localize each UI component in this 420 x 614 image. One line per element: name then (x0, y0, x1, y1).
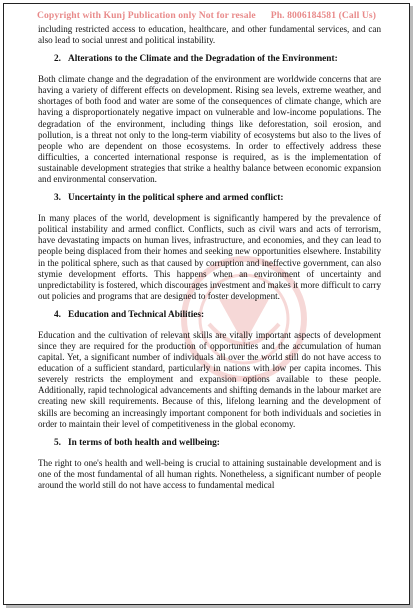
section-number: 2. (54, 54, 61, 65)
section-title: In terms of both health and wellbeing: (68, 437, 220, 448)
document-page (3, 3, 410, 605)
section-number: 4. (54, 309, 61, 320)
section-title: Uncertainty in the political sphere and armed conflict: (68, 193, 284, 204)
copyright-notice: Copyright with Kunj Publication only Not for resale (36, 10, 256, 21)
intro-paragraph: including restricted access to education, healthcare, and other fundamental services, and can also lead to social unrest and political instability. (38, 24, 381, 46)
section-heading-climate (54, 54, 381, 65)
section-heading-political (54, 193, 381, 204)
section-heading-health (54, 438, 381, 449)
section-body-education: Education and the cultivation of relevant skills are vitally important aspects of development since they are required for the production of opportunities and the accumulation of human capital. Yet, a significant number of individuals all over the world still do not have access to education of a sufficient standard, particularly in nations with low per capita incomes. This severely restricts the employment and expansion options available to these people. Additionally, rapid technological advancements and shifting demands in the labour market are creating new skill requirements. Because of this, lifelong learning and the development of skills are becoming an increasingly important component for both individuals and societies in order to maintain their level of competitiveness in the global economy. (38, 329, 381, 429)
phone-number: Ph. 8006184581 (Call Us) (270, 10, 376, 21)
copyright-header (4, 10, 409, 21)
section-heading-education (54, 310, 381, 321)
document-body (38, 24, 381, 491)
section-title: Education and Technical Abilities: (68, 309, 205, 320)
section-body-climate: Both climate change and the degradation of the environment are worldwide concerns that are having a variety of different effects on development. Rising sea levels, extreme weather, and shortages of both food and water are some of the consequences of climate change, which are having a disproportionately negative impact on vulnerable and low-income populations. The degradation of the environment, including things like deforestation, soil erosion, and pollution, is a threat not only to the long-term viability of ecosystems but also to the lives of people who are dependent on those ecosystems. In order to effectively address these difficulties, a concerted international response is required, as is the implementation of sustainable development strategies that strike a healthy balance between economic expansion and environmental conservation. (38, 74, 381, 185)
section-number: 5. (54, 437, 61, 448)
section-body-health: The right to one's health and well-being is crucial to attaining sustainable development and is one of the most fundamental of all human rights. Nonetheless, a significant number of people around the world still do not have access to fundamental medical (38, 457, 381, 490)
section-body-political: In many places of the world, development is significantly hampered by the prevalence of political instability and armed conflict. Conflicts, such as civil wars and acts of terrorism, have devastating impacts on human lives, infrastructure, and economies, and they can lead to people being displaced from their homes and seeking new opportunities elsewhere. Instability in the political sphere, such as that caused by corruption and ineffective government, can also stymie development efforts. This happens when an environment of uncertainty and unpredictability is fostered, which discourages investment and makes it more difficult to carry out policies and programs that are designed to foster development. (38, 213, 381, 301)
section-title: Alterations to the Climate and the Degradation of the Environment: (68, 54, 338, 65)
section-number: 3. (54, 193, 61, 204)
